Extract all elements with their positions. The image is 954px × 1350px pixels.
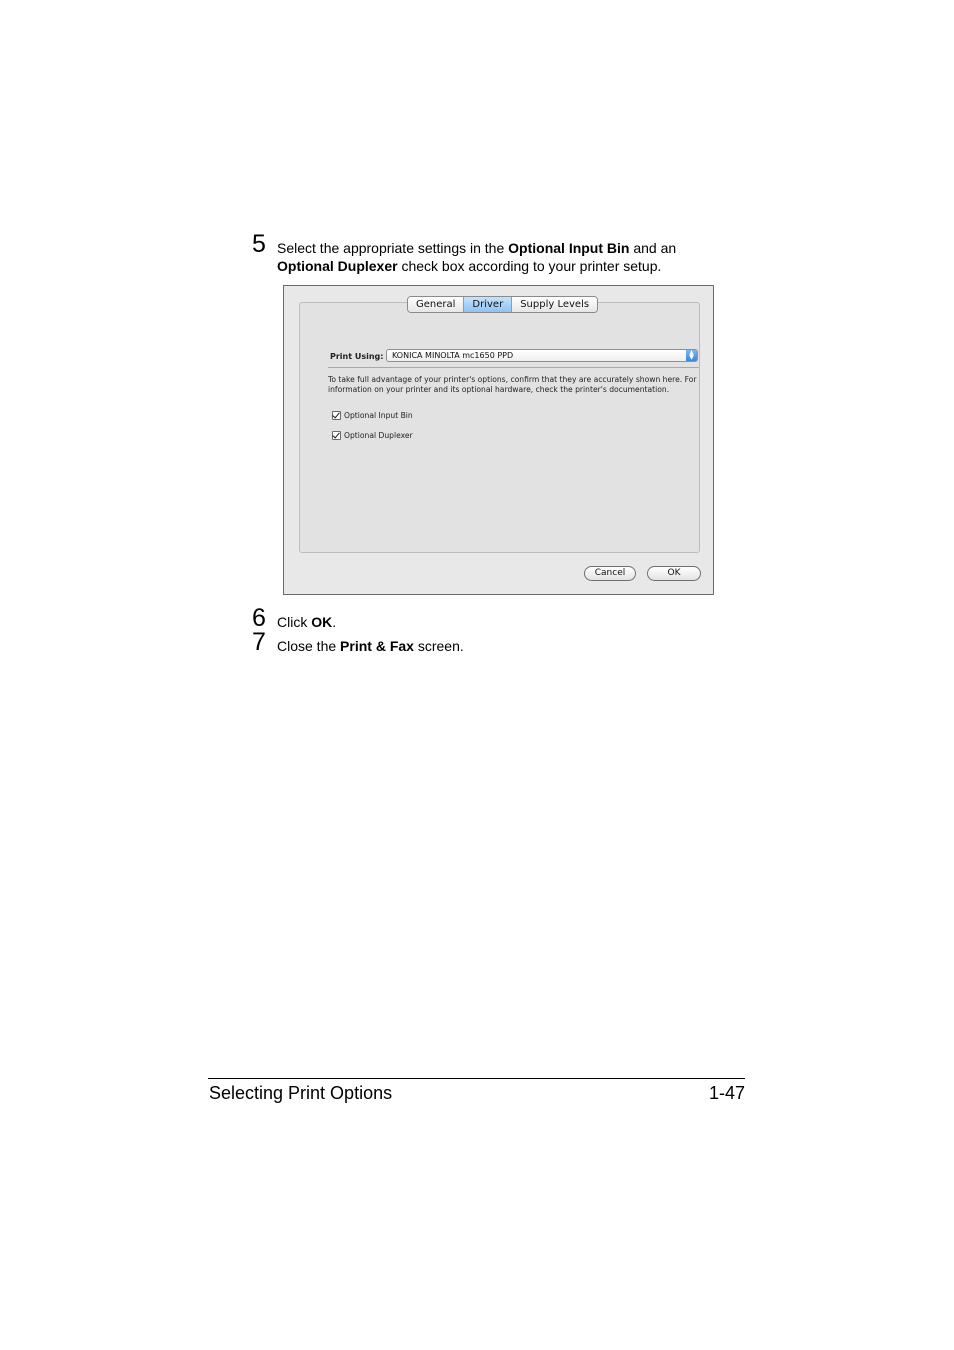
checkmark-icon — [332, 411, 341, 420]
step-text: Click OK. — [277, 614, 337, 630]
tab-general[interactable]: General — [408, 297, 464, 312]
tab-bar — [407, 296, 598, 313]
divider — [328, 367, 699, 368]
step-text-line2: Optional Duplexer check box according to your printer setup. — [277, 258, 662, 274]
optional-duplexer-checkbox[interactable] — [332, 431, 413, 440]
step-number: 5 — [252, 230, 266, 258]
footer-page-number: 1-47 — [708, 1083, 745, 1103]
tab-driver[interactable]: Driver — [464, 297, 512, 312]
step-number: 7 — [252, 628, 266, 656]
step-number: 6 — [252, 604, 266, 632]
print-using-select[interactable] — [386, 349, 698, 362]
tab-supply-levels[interactable]: Supply Levels — [512, 297, 597, 312]
checkbox-label: Optional Input Bin — [344, 411, 413, 420]
driver-panel — [299, 302, 700, 553]
print-using-label: Print Using: — [330, 352, 384, 361]
optional-input-bin-checkbox[interactable] — [332, 411, 413, 420]
step-text: Close the Print & Fax screen. — [277, 638, 464, 654]
print-using-value: KONICA MINOLTA mc1650 PPD — [392, 351, 514, 360]
driver-options-dialog — [283, 285, 714, 595]
ok-button[interactable]: OK — [647, 566, 701, 581]
updown-arrow-icon: ▲ ▼ — [686, 350, 697, 361]
checkbox-label: Optional Duplexer — [344, 431, 413, 440]
step-text-line1: Select the appropriate settings in the Optional Input Bin and an — [277, 240, 677, 256]
footer-rule — [208, 1078, 745, 1079]
footer-section-title: Selecting Print Options — [209, 1083, 393, 1103]
checkmark-icon — [332, 431, 341, 440]
info-text: To take full advantage of your printer's options, confirm that they are accurately shown here. For information on your printer and its optional hardware, check the printer's documentation. — [328, 375, 697, 395]
cancel-button[interactable]: Cancel — [584, 566, 636, 581]
